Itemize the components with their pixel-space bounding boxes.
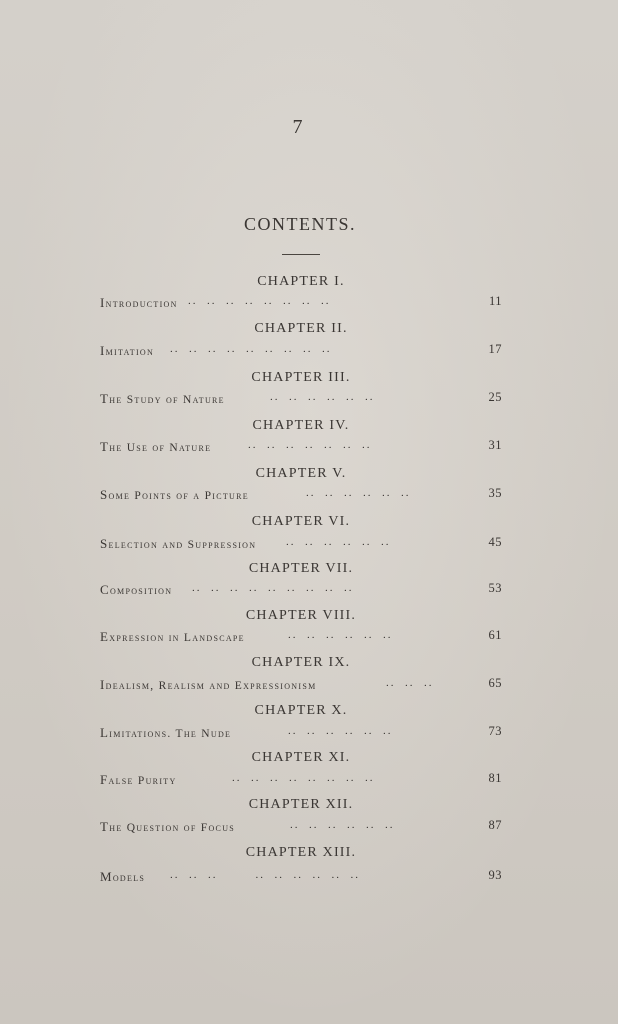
entry-page: 17 <box>488 342 502 356</box>
entry-title: False Purity <box>100 772 177 787</box>
entry-page: 93 <box>488 868 502 882</box>
toc-entry <box>100 487 502 505</box>
toc-entry <box>100 582 502 600</box>
entry-title: Limitations. The Nude <box>100 725 232 740</box>
chapter-heading: CHAPTER IX. <box>251 655 351 670</box>
entry-page: 61 <box>488 628 502 642</box>
entry-page: 31 <box>488 438 502 452</box>
chapter-heading: CHAPTER V. <box>255 466 347 481</box>
entry-title: Idealism, Realism and Expressionism <box>100 677 317 692</box>
entry-title: The Use of Nature <box>100 439 212 454</box>
entry-page: 11 <box>488 294 502 308</box>
toc-entry <box>100 536 502 554</box>
entry-title: Expression in Landscape <box>100 629 245 644</box>
toc-entry <box>100 391 502 409</box>
chapter-heading: CHAPTER XIII. <box>245 845 357 860</box>
page-number: 7 <box>292 116 304 138</box>
entry-page: 53 <box>488 581 502 595</box>
entry-page: 45 <box>488 535 502 549</box>
dot-leader: .. .. .. .. .. .. .. .. .. <box>170 343 332 355</box>
entry-title: Selection and Suppression <box>100 536 257 551</box>
toc-entry <box>100 629 502 647</box>
dot-leader: .. .. .. .. .. .. <box>306 487 411 499</box>
chapter-heading: CHAPTER VII. <box>248 561 354 576</box>
chapter-heading: CHAPTER I. <box>257 274 345 289</box>
dot-leader: .. .. .. .. .. .. .. .. .. <box>170 869 360 881</box>
entry-title: Models <box>100 869 146 884</box>
chapter-heading: CHAPTER X. <box>254 703 348 718</box>
entry-page: 25 <box>488 390 502 404</box>
dot-leader: .. .. .. .. .. .. .. .. <box>232 772 375 784</box>
entry-page: 35 <box>488 486 502 500</box>
dot-leader: .. .. .. .. .. .. <box>288 725 393 737</box>
entry-title: Some Points of a Picture <box>100 487 249 502</box>
title-rule <box>282 254 320 255</box>
entry-page: 87 <box>488 818 502 832</box>
toc-entry <box>100 677 502 695</box>
dot-leader: .. .. .. .. .. .. .. .. .. <box>192 582 354 594</box>
entry-page: 81 <box>488 771 502 785</box>
toc-entry <box>100 295 502 313</box>
entry-title: The Question of Focus <box>100 819 236 834</box>
chapter-heading: CHAPTER VIII. <box>245 608 357 623</box>
entry-title: The Study of Nature <box>100 391 225 406</box>
dot-leader: .. .. .. .. .. .. <box>286 536 391 548</box>
entry-page: 73 <box>488 724 502 738</box>
chapter-heading: CHAPTER III. <box>251 370 351 385</box>
dot-leader: .. .. .. .. .. .. .. .. <box>188 295 331 307</box>
chapter-heading: CHAPTER XII. <box>248 797 354 812</box>
dot-leader: .. .. .. .. .. .. .. <box>248 439 372 451</box>
toc-entry <box>100 343 502 361</box>
entry-title: Imitation <box>100 343 155 358</box>
entry-title: Introduction <box>100 295 178 310</box>
chapter-heading: CHAPTER XI. <box>251 750 351 765</box>
toc-entry <box>100 725 502 743</box>
toc-entry <box>100 869 502 887</box>
dot-leader: .. .. .. <box>386 677 434 689</box>
toc-entry <box>100 439 502 457</box>
dot-leader: .. .. .. .. .. .. <box>290 819 395 831</box>
dot-leader: .. .. .. .. .. .. <box>288 629 393 641</box>
chapter-heading: CHAPTER VI. <box>251 514 351 529</box>
chapter-heading: CHAPTER II. <box>254 321 348 336</box>
chapter-heading: CHAPTER IV. <box>252 418 350 433</box>
entry-title: Composition <box>100 582 173 597</box>
dot-leader: .. .. .. .. .. .. <box>270 391 375 403</box>
toc-entry <box>100 772 502 790</box>
entry-page: 65 <box>488 676 502 690</box>
contents-title: CONTENTS. <box>244 214 356 234</box>
toc-entry <box>100 819 502 837</box>
